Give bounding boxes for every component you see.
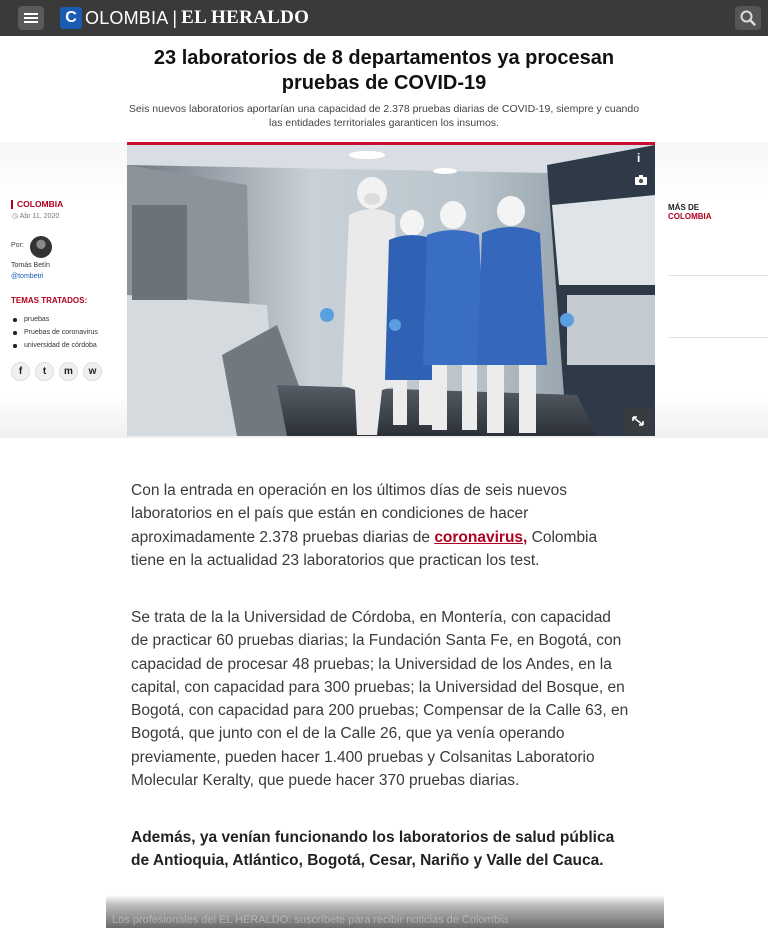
whatsapp-icon[interactable]: w [83, 362, 102, 381]
paragraph-text: Colombia tiene en la actualidad 23 laboratorios que practican los test. [131, 528, 598, 569]
logo-section: OLOMBIA [85, 7, 169, 28]
publish-date [12, 212, 59, 220]
top-navigation-bar [0, 0, 768, 36]
article-paragraph-3: Además, ya venían funcionando los laboratorios de salud pública de Antioquia, Atlántico, Bogotá, Cesar, Nariño y Valle del Cauca. [131, 829, 615, 870]
clock-icon: ◷ [12, 213, 20, 220]
author-handle[interactable]: @tombetri [11, 273, 44, 280]
divider [668, 275, 768, 276]
article-paragraph-2: Se trata de la la Universidad de Córdoba, en Montería, con capacidad de practicar 60 pruebas diarias; la Fundación Santa Fe, en Bogotá, con capacidad de procesar 48 pruebas; la Universidad de los Andes, en la capital, con capacidad para 300 pruebas; la Universidad del Bosque, en Bogotá, con capacidad para 200 pruebas; Compensar de la Calle 63, en Bogotá, que junto con el de la Calle 26, que ya venía operando previamente, pueden hacer 1.400 pruebas y Colsanitas Laboratorio Molecular Keralty, que puede hacer 370 pruebas diarias. [131, 609, 629, 790]
author-avatar[interactable] [30, 236, 52, 258]
topic-item[interactable]: Pruebas de coronavirus [13, 326, 98, 339]
topic-item[interactable]: universidad de córdoba [13, 339, 98, 352]
more-from-label: MÁS DE [668, 203, 700, 212]
topics-heading: TEMAS TRATADOS: [11, 296, 88, 305]
facebook-icon[interactable]: f [11, 362, 30, 381]
logo-brand: EL HERALDO [181, 7, 310, 28]
logo-separator: | [172, 7, 178, 28]
hamburger-icon[interactable] [18, 6, 44, 30]
expand-icon[interactable] [624, 408, 652, 434]
camera-icon[interactable] [635, 175, 647, 185]
faded-footer-text: Los profesionales del EL HERALDO: suscríbete para recibir noticias de Colombia [112, 914, 509, 926]
search-icon[interactable] [735, 6, 761, 30]
article-title: 23 laboratorios de 8 departamentos ya procesan pruebas de COVID-19 [153, 47, 615, 94]
topics-list [13, 313, 98, 352]
share-buttons [11, 362, 102, 381]
category-label[interactable]: COLOMBIA [11, 200, 63, 209]
coronavirus-link[interactable]: coronavirus, [434, 528, 528, 546]
article-paragraph-1 [131, 479, 631, 572]
author-name[interactable]: Tomás Betín [11, 262, 50, 269]
site-logo[interactable] [60, 6, 309, 30]
byline-label: Por: [11, 242, 24, 249]
divider [668, 337, 768, 338]
article-photo[interactable] [127, 145, 655, 436]
messenger-icon[interactable]: m [59, 362, 78, 381]
publish-date-text: Abr 11, 2020 [19, 213, 60, 220]
more-from-section-heading[interactable] [668, 203, 712, 221]
article-subtitle: Seis nuevos laboratorios aportarían una capacidad de 2.378 pruebas diarias de COVID-19, siempre y cuando las entidades territoriales garanticen los insumos. [128, 103, 640, 129]
more-from-section: COLOMBIA [668, 212, 712, 221]
topic-item[interactable]: pruebas [13, 313, 98, 326]
twitter-icon[interactable]: t [35, 362, 54, 381]
logo-letter: C [60, 7, 82, 29]
paragraph-text: Con la entrada en operación en los últimos días de seis nuevos laboratorios en el país que están en condiciones de hacer aproximadamente 2.378 pruebas diarias de [131, 482, 567, 546]
info-icon[interactable]: i [637, 151, 641, 165]
